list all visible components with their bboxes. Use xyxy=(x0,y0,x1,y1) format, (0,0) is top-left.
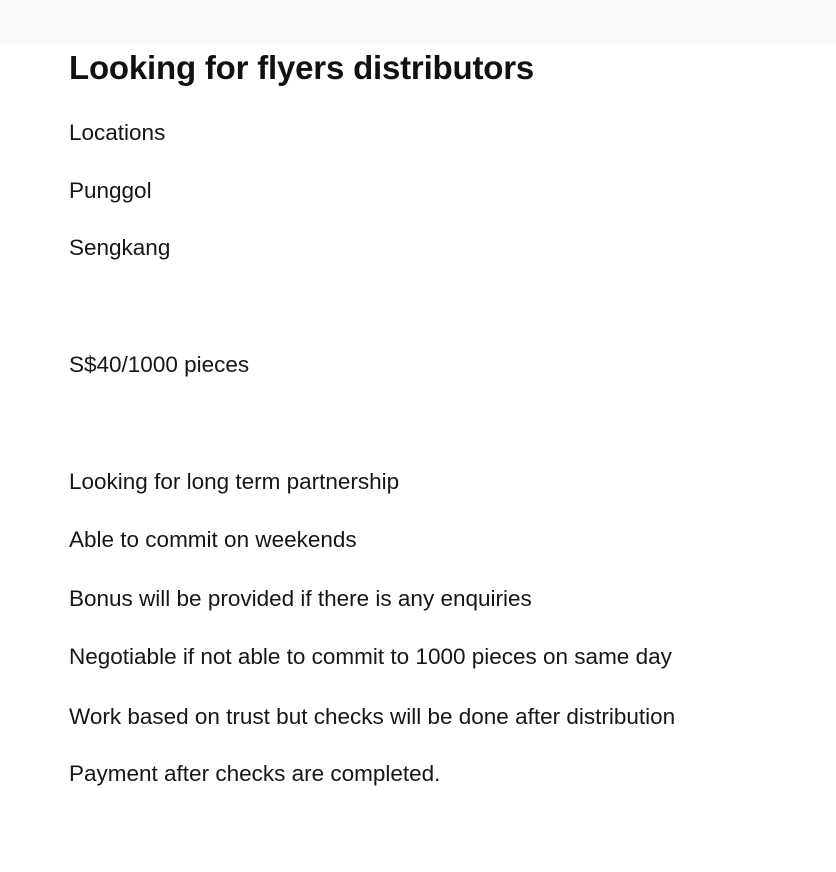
location-item: Sengkang xyxy=(69,235,171,260)
location-item: Punggol xyxy=(69,178,152,203)
requirement-item: Looking for long term partnership xyxy=(69,469,400,494)
requirement-item: Bonus will be provided if there is any enquiries xyxy=(69,586,532,611)
document-title: Looking for flyers distributors xyxy=(69,49,535,86)
rate-text: S$40/1000 pieces xyxy=(69,352,250,377)
requirement-item: Negotiable if not able to commit to 1000 pieces on same day xyxy=(69,644,672,669)
requirement-item: Work based on trust but checks will be done after distribution xyxy=(69,704,676,729)
requirement-item: Payment after checks are completed. xyxy=(69,761,441,786)
requirement-item: Able to commit on weekends xyxy=(69,527,357,552)
locations-heading: Locations xyxy=(69,120,166,145)
